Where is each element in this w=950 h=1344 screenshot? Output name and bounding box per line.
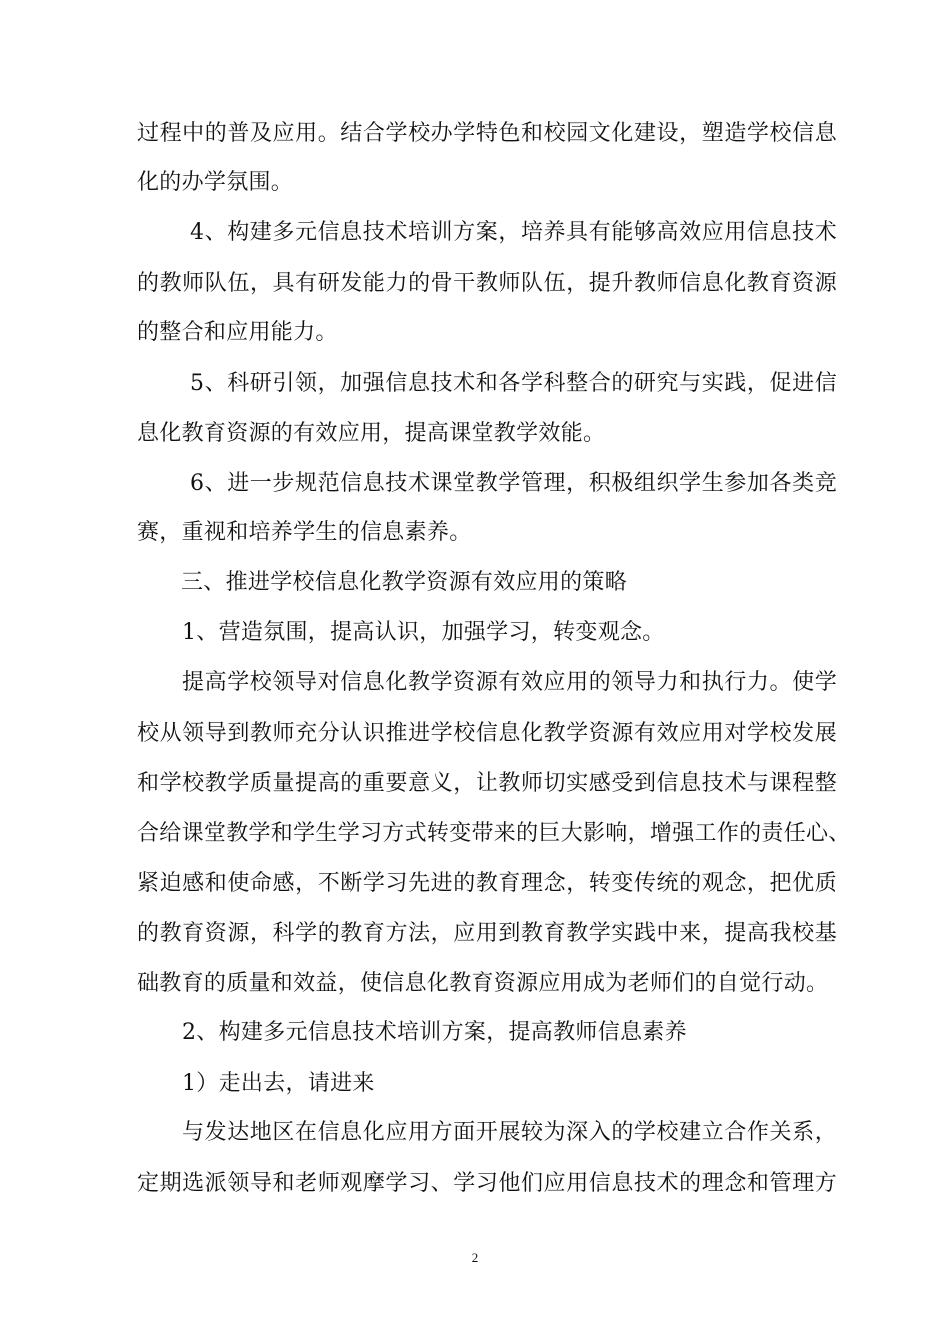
paragraph-line: 息化教育资源的有效应用，提高课堂教学效能。 (137, 421, 606, 446)
paragraph-line: 定期选派领导和老师观摩学习、学习他们应用信息技术的理念和管理方 (137, 1171, 837, 1196)
paragraph-line: 和学校教学质量提高的重要意义，让教师切实感受到信息技术与课程整 (137, 771, 837, 796)
paragraph-line: 6、进一步规范信息技术课堂教学管理，积极组织学生参加各类竞 (190, 471, 837, 496)
paragraph-line: 赛，重视和培养学生的信息素养。 (137, 520, 472, 545)
section-heading: 三、推进学校信息化教学资源有效应用的策略 (181, 570, 628, 595)
paragraph-line: 化的办学氛围。 (137, 170, 294, 195)
paragraph-line: 校从领导到教师充分认识推进学校信息化教学资源有效应用对学校发展 (137, 721, 837, 746)
subheading: 1）走出去，请进来 (182, 1071, 375, 1096)
paragraph-line: 过程中的普及应用。结合学校办学特色和校园文化建设，塑造学校信息 (137, 121, 837, 146)
paragraph-line: 紧迫感和使命感，不断学习先进的教育理念，转变传统的观念，把优质 (137, 871, 837, 896)
paragraph-line: 的教育资源，科学的教育方法，应用到教育教学实践中来，提高我校基 (137, 921, 837, 946)
paragraph-line: 提高学校领导对信息化教学资源有效应用的领导力和执行力。使学 (182, 670, 837, 695)
paragraph-line: 与发达地区在信息化应用方面开展较为深入的学校建立合作关系， (182, 1120, 837, 1145)
paragraph-line: 的教师队伍，具有研发能力的骨干教师队伍，提升教师信息化教育资源 (137, 271, 837, 296)
subheading: 2、构建多元信息技术培训方案，提高教师信息素养 (182, 1020, 687, 1045)
paragraph-line: 础教育的质量和效益，使信息化教育资源应用成为老师们的自觉行动。 (137, 971, 829, 996)
paragraph-line: 5、科研引领，加强信息技术和各学科整合的研究与实践，促进信 (190, 371, 837, 396)
paragraph-line: 合给课堂教学和学生学习方式转变带来的巨大影响，增强工作的责任心、 (137, 821, 851, 846)
paragraph-line: 的整合和应用能力。 (137, 320, 338, 345)
paragraph-line: 4、构建多元信息技术培训方案，培养具有能够高效应用信息技术 (190, 220, 837, 245)
page-number: 2 (471, 1250, 479, 1265)
subheading: 1、营造氛围，提高认识，加强学习，转变观念。 (182, 620, 665, 645)
